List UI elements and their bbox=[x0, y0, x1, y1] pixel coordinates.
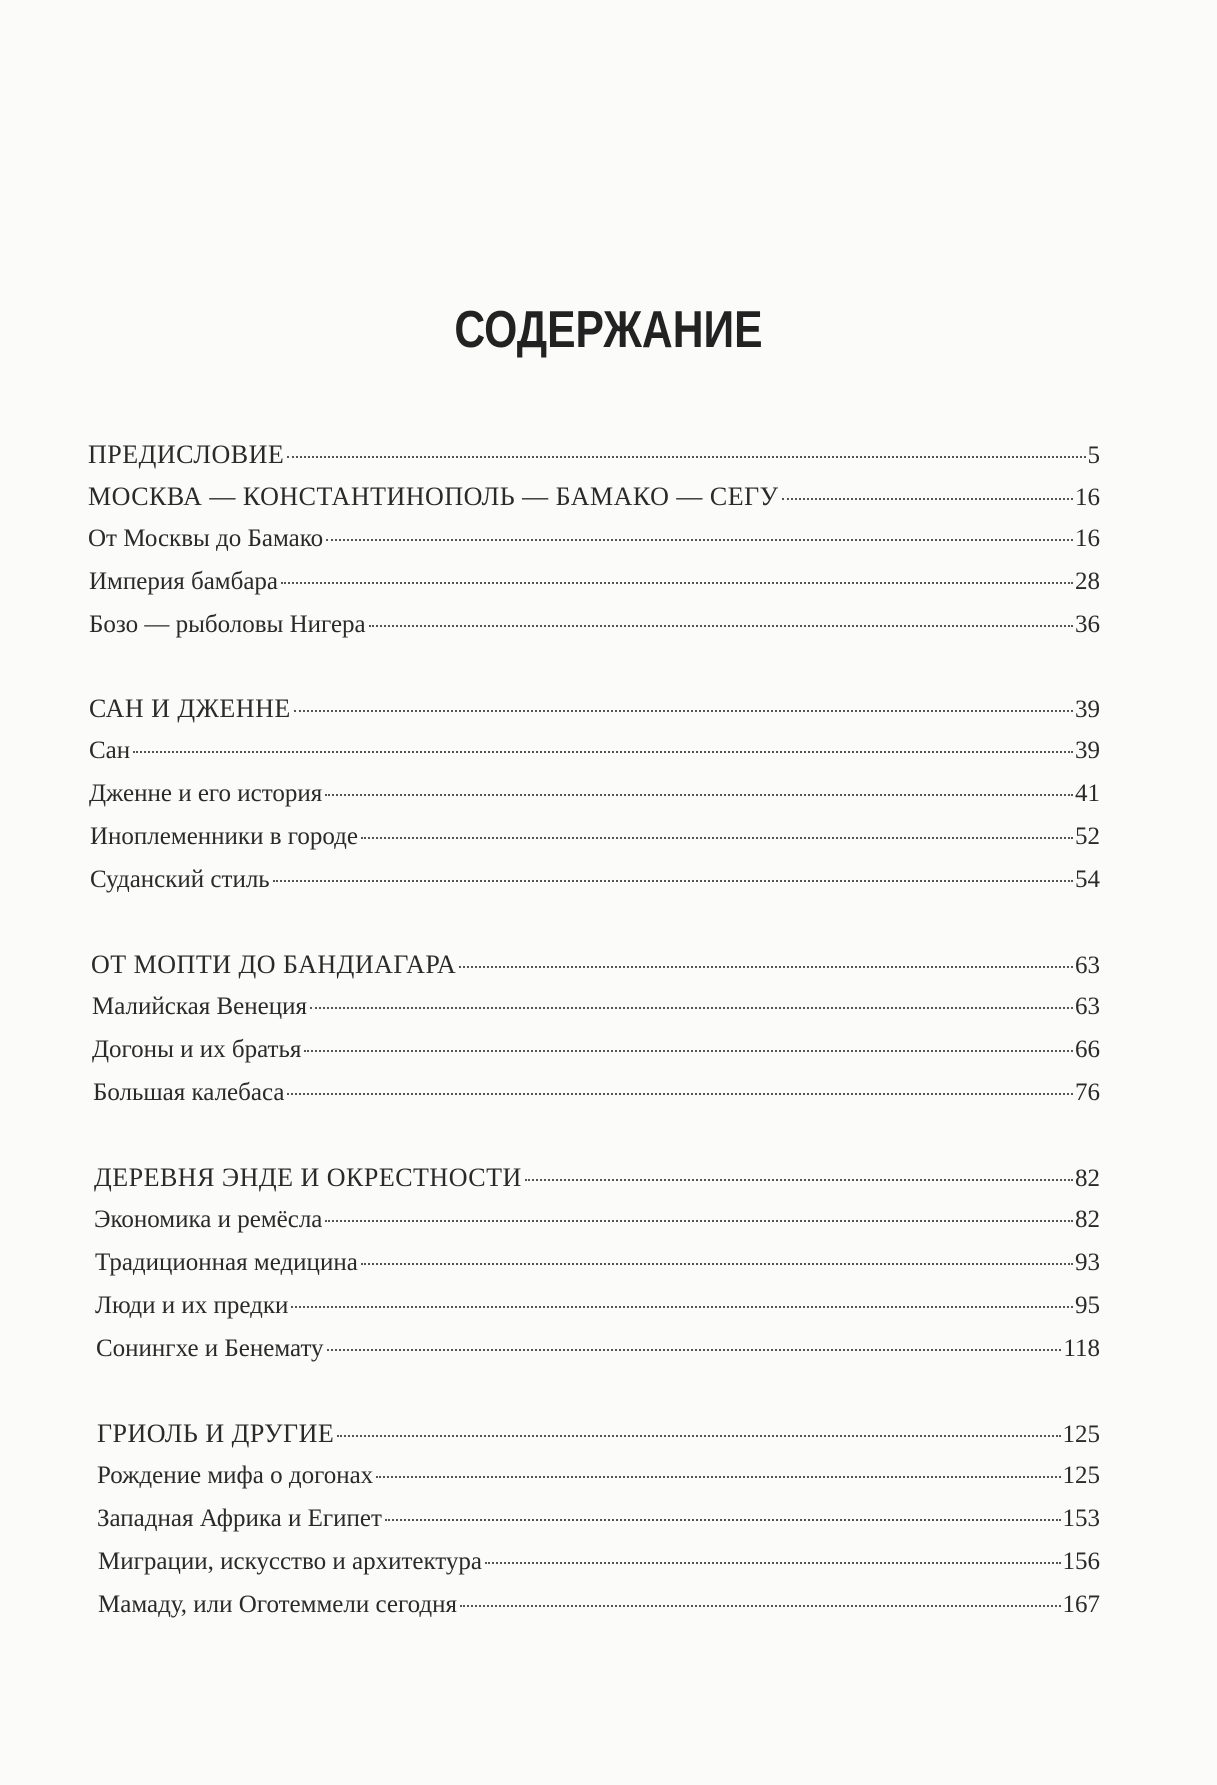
dot-leader bbox=[385, 1519, 1061, 1521]
toc-entry-title: Империя бамбара bbox=[89, 568, 279, 595]
toc-entry-title: Иноплеменники в городе bbox=[90, 823, 358, 850]
toc-section-entry bbox=[97, 1419, 1100, 1455]
page-title: СОДЕРЖАНИЕ bbox=[454, 301, 763, 359]
dot-leader bbox=[325, 794, 1073, 796]
dot-leader bbox=[460, 1605, 1061, 1607]
dot-leader bbox=[459, 966, 1073, 968]
dot-leader bbox=[361, 837, 1073, 839]
toc-page-number: 16 bbox=[1075, 484, 1100, 511]
toc-section-entry bbox=[94, 1163, 1100, 1199]
toc-entry-title: От Москвы до Бамако bbox=[88, 525, 324, 552]
toc-subsection-entry bbox=[89, 737, 1100, 773]
dot-leader bbox=[376, 1476, 1060, 1478]
dot-leader bbox=[327, 1349, 1062, 1351]
toc-page-number: 54 bbox=[1075, 866, 1100, 893]
toc-subsection-entry bbox=[89, 611, 1100, 647]
toc-entry-title: ДЕРЕВНЯ ЭНДЕ И ОКРЕСТНОСТИ bbox=[94, 1163, 522, 1192]
dot-leader bbox=[273, 880, 1073, 882]
toc-page-number: 16 bbox=[1075, 525, 1100, 552]
toc-page-number: 95 bbox=[1075, 1292, 1100, 1319]
dot-leader bbox=[361, 1263, 1073, 1265]
toc-page-number: 82 bbox=[1075, 1206, 1100, 1233]
toc-entry-title: Традиционная медицина bbox=[95, 1249, 358, 1276]
toc-page-number: 167 bbox=[1062, 1591, 1100, 1618]
toc-page-number: 125 bbox=[1062, 1421, 1100, 1448]
dot-leader bbox=[133, 751, 1073, 753]
toc-entry-title: Сан bbox=[89, 737, 131, 764]
toc-page-number: 41 bbox=[1075, 780, 1100, 807]
toc-entry-title: Экономика и ремёсла bbox=[94, 1206, 323, 1233]
dot-leader bbox=[337, 1435, 1060, 1437]
toc-page-number: 153 bbox=[1062, 1505, 1100, 1532]
toc-subsection-entry bbox=[92, 1036, 1100, 1072]
toc-subsection-entry bbox=[97, 1505, 1100, 1541]
toc-subsection-entry bbox=[95, 1292, 1100, 1328]
toc-subsection-entry bbox=[94, 1206, 1100, 1242]
toc-page-number: 156 bbox=[1062, 1548, 1100, 1575]
toc-entry-title: Люди и их предки bbox=[95, 1292, 289, 1319]
toc-page-number: 28 bbox=[1075, 568, 1100, 595]
toc-subsection-entry bbox=[89, 568, 1100, 604]
toc-subsection-entry bbox=[93, 1079, 1100, 1115]
dot-leader bbox=[525, 1179, 1073, 1181]
toc-entry-title: Западная Африка и Египет bbox=[97, 1505, 382, 1532]
toc-entry-title: ГРИОЛЬ И ДРУГИЕ bbox=[97, 1419, 335, 1448]
toc-subsection-entry bbox=[98, 1591, 1100, 1627]
toc-subsection-entry bbox=[90, 823, 1100, 859]
toc-subsection-entry bbox=[96, 1335, 1100, 1371]
toc-section-entry bbox=[89, 694, 1100, 730]
toc-entry-title: ОТ МОПТИ ДО БАНДИАГАРА bbox=[91, 950, 457, 979]
toc-entry-title: Бозо — рыболовы Нигера bbox=[89, 611, 366, 638]
toc-entry-title: МОСКВА — КОНСТАНТИНОПОЛЬ — БАМАКО — СЕГУ bbox=[88, 482, 779, 511]
dot-leader bbox=[369, 625, 1073, 627]
toc-page-number: 82 bbox=[1075, 1165, 1100, 1192]
dot-leader bbox=[310, 1007, 1073, 1009]
dot-leader bbox=[281, 582, 1073, 584]
dot-leader bbox=[485, 1562, 1061, 1564]
toc-subsection-entry bbox=[92, 993, 1100, 1029]
toc-subsection-entry bbox=[88, 525, 1100, 561]
toc-entry-title: ПРЕДИСЛОВИЕ bbox=[88, 440, 285, 469]
toc-entry-title: Мамаду, или Оготеммели сегодня bbox=[98, 1591, 457, 1618]
toc-section-entry bbox=[91, 950, 1100, 986]
toc-section-entry bbox=[88, 482, 1100, 518]
toc-entry-title: Большая калебаса bbox=[93, 1079, 285, 1106]
toc-section-entry bbox=[88, 440, 1100, 476]
dot-leader bbox=[325, 1220, 1073, 1222]
toc-page-number: 66 bbox=[1075, 1036, 1100, 1063]
toc-page-number: 63 bbox=[1075, 993, 1100, 1020]
toc-subsection-entry bbox=[90, 866, 1100, 902]
dot-leader bbox=[782, 498, 1073, 500]
toc-entry-title: Миграции, искусство и архитектура bbox=[98, 1548, 482, 1575]
dot-leader bbox=[287, 456, 1085, 458]
toc-entry-title: Суданский стиль bbox=[90, 866, 270, 893]
toc-page-number: 52 bbox=[1075, 823, 1100, 850]
toc-page-number: 63 bbox=[1075, 952, 1100, 979]
toc-entry-title: Рождение мифа о догонах bbox=[97, 1462, 374, 1489]
toc-entry-title: САН И ДЖЕННЕ bbox=[89, 694, 291, 723]
dot-leader bbox=[294, 710, 1073, 712]
toc-subsection-entry bbox=[98, 1548, 1100, 1584]
toc-subsection-entry bbox=[89, 780, 1100, 816]
toc-page-number: 125 bbox=[1062, 1462, 1100, 1489]
toc-entry-title: Малийская Венеция bbox=[92, 993, 307, 1020]
dot-leader bbox=[326, 539, 1073, 541]
toc-entry-title: Сонингхе и Бенемату bbox=[96, 1335, 324, 1362]
toc-page-number: 5 bbox=[1087, 442, 1100, 469]
toc-page-number: 36 bbox=[1075, 611, 1100, 638]
toc-entry-title: Дженне и его история bbox=[89, 780, 323, 807]
dot-leader bbox=[304, 1050, 1073, 1052]
dot-leader bbox=[287, 1093, 1073, 1095]
toc-entry-title: Догоны и их братья bbox=[92, 1036, 302, 1063]
toc-subsection-entry bbox=[97, 1462, 1100, 1498]
toc-page-number: 76 bbox=[1075, 1079, 1100, 1106]
toc-page-number: 39 bbox=[1075, 696, 1100, 723]
dot-leader bbox=[291, 1306, 1073, 1308]
toc-page-number: 118 bbox=[1063, 1335, 1100, 1362]
toc-page-number: 93 bbox=[1075, 1249, 1100, 1276]
toc-page-number: 39 bbox=[1075, 737, 1100, 764]
toc-subsection-entry bbox=[95, 1249, 1100, 1285]
